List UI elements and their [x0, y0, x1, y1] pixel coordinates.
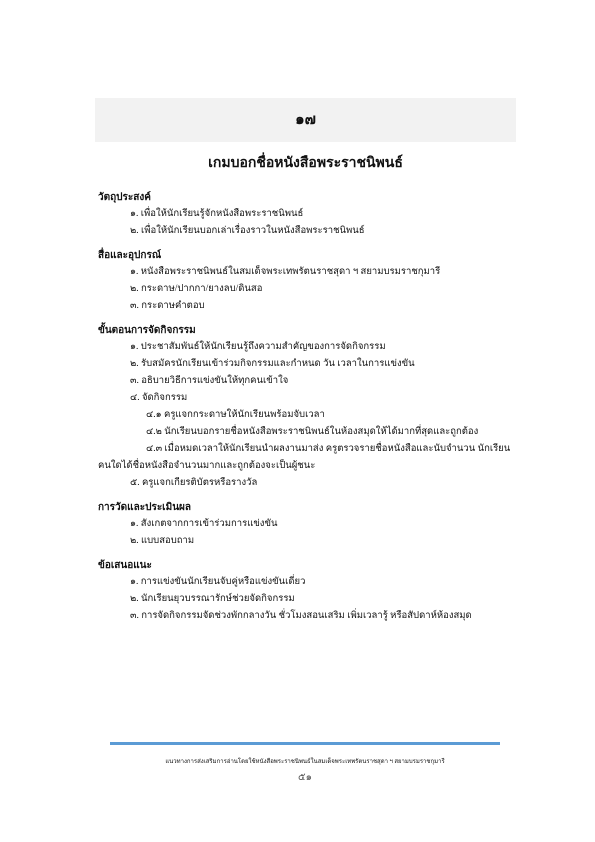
list-item: ๒. นักเรียนยุวบรรณารักษ์ช่วยจัดกิจกรรม [130, 594, 295, 604]
section-heading-objectives: วัตถุประสงค์ [98, 192, 151, 203]
document-body [98, 190, 518, 633]
list-item: ๕. ครูแจกเกียรติบัตรหรือรางวัล [130, 478, 258, 488]
chapter-number: ๑๗ [295, 112, 316, 128]
list-item: ๑. สังเกตจากการเข้าร่วมการแข่งขัน [130, 519, 278, 529]
footer-divider [110, 742, 500, 745]
list-item: ๒. แบบสอบถาม [130, 536, 195, 546]
list-item: ๓. กระดาษคำตอบ [130, 301, 205, 311]
list-item: ๒. รับสมัครนักเรียนเข้าร่วมกิจกรรมและกำหนด วัน เวลาในการแข่งขัน [130, 359, 415, 369]
sub-list-item: ๔.๒ นักเรียนบอกรายชื่อหนังสือพระราชนิพนธ์ในห้องสมุดให้ได้มากที่สุดและถูกต้อง [146, 427, 479, 437]
section-materials [98, 248, 518, 315]
section-heading-procedure: ขั้นตอนการจัดกิจกรรม [98, 325, 196, 336]
section-procedure [98, 323, 518, 492]
list-item: ๒. กระดาษ/ปากกา/ยางลบ/ดินสอ [130, 284, 263, 294]
section-heading-materials: สื่อและอุปกรณ์ [98, 250, 162, 261]
sub-list-item: ๔.๓ เมื่อหมดเวลาให้นักเรียนนำผลงานมาส่ง ครูตรวจรายชื่อหนังสือและนับจำนวน นักเรียนคนใดได้ชื่อหนังสือจำนวนมากและถูกต้องจะเป็นผู้ชนะ [98, 444, 511, 471]
section-objectives [98, 190, 518, 240]
list-item: ๑. ประชาสัมพันธ์ให้นักเรียนรู้ถึงความสำคัญของการจัดกิจกรรม [130, 342, 386, 352]
list-item: ๓. การจัดกิจกรรมจัดช่วงพักกลางวัน ชั่วโมงสอนเสริม เพิ่มเวลารู้ หรือสัปดาห์ห้องสมุด [130, 611, 472, 621]
section-evaluation [98, 500, 518, 550]
list-item: ๑. หนังสือพระราชนิพนธ์ในสมเด็จพระเทพรัตนราชสุดา ฯ สยามบรมราชกุมารี [130, 267, 441, 277]
footer-caption: แนวทางการส่งเสริมการอ่านโดยใช้หนังสือพระราชนิพนธ์ในสมเด็จพระเทพรัตนราชสุดา ฯ สยามบรมราชกุมารี [165, 759, 445, 765]
list-item: ๒. เพื่อให้นักเรียนบอกเล่าเรื่องราวในหนังสือพระราชนิพนธ์ [130, 226, 365, 236]
list-item: ๑. เพื่อให้นักเรียนรู้จักหนังสือพระราชนิพนธ์ [130, 209, 304, 219]
chapter-header-band [95, 98, 516, 142]
section-suggestions [98, 558, 518, 625]
list-item: ๔. จัดกิจกรรม [130, 393, 188, 403]
section-heading-suggestions: ข้อเสนอแนะ [98, 560, 152, 571]
page-title: เกมบอกชื่อหนังสือพระราชนิพนธ์ [208, 156, 403, 171]
list-item: ๓. อธิบายวิธีการแข่งขันให้ทุกคนเข้าใจ [130, 376, 289, 386]
page-number: ๕๑ [298, 772, 312, 783]
section-heading-evaluation: การวัดและประเมินผล [98, 502, 192, 513]
sub-list-item: ๔.๑ ครูแจกกระดาษให้นักเรียนพร้อมจับเวลา [146, 410, 325, 420]
list-item: ๑. การแข่งขันนักเรียนจับคู่หรือแข่งขันเดี่ยว [130, 577, 306, 587]
